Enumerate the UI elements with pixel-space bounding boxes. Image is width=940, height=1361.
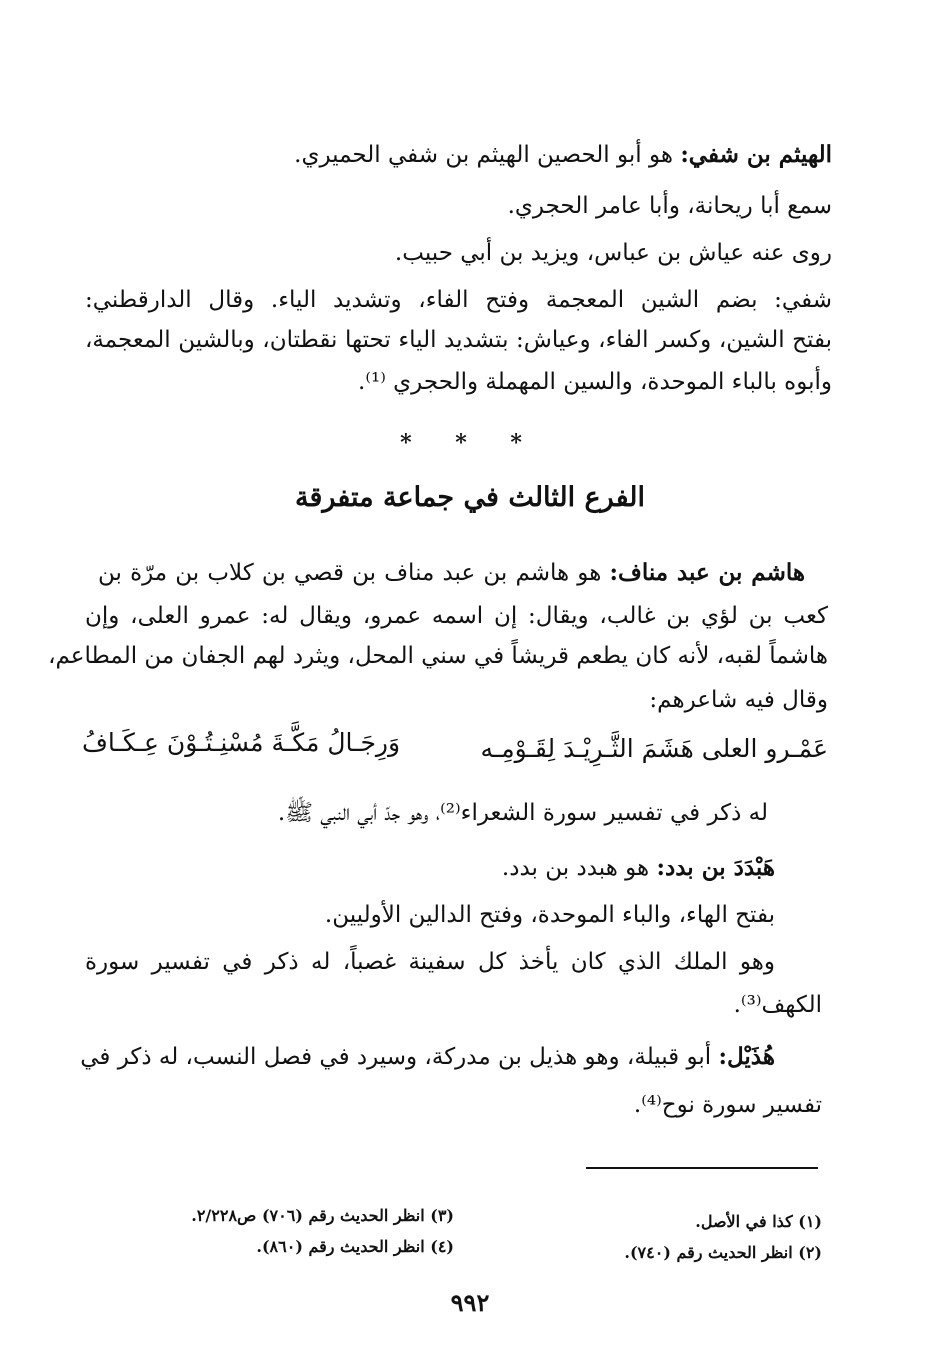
entry1-line5: بفتح الشين، وكسر الفاء، وعياش: بتشديد الياء تحتها نقطتان، وبالشين المعجمة،	[85, 327, 832, 353]
footnote-divider	[586, 1167, 818, 1169]
footnote-3: (٣) انظر الحديث رقم (٧٠٦) ص٢/٢٢٨.	[191, 1206, 454, 1225]
entry2-line3: هاشماً لقبه، لأنه كان يطعم قريشاً في سني المحل، ويثرد لهم الجفان من المطاعم،	[48, 643, 828, 669]
entry2-line1	[98, 553, 805, 593]
page-number: ٩٩٢	[450, 1288, 490, 1317]
entry1-lead: الهيثم بن شفي:	[680, 141, 832, 168]
entry3-line1	[502, 848, 775, 888]
section-heading: الفرع الثالث في جماعة متفرقة	[295, 482, 645, 513]
verse-first-hemistich: عَمْـرو العلى هَشَمَ الثَّـرِيْـدَ لِقَـوْمِـه	[480, 734, 828, 763]
entry1-line3: روى عنه عياش بن عباس، ويزيد بن أبي حبيب.	[394, 240, 832, 266]
separator-stars: * * *	[400, 430, 540, 456]
footnote-1: (١) كذا في الأصل.	[695, 1212, 822, 1231]
entry4-line1	[80, 1037, 775, 1077]
entry3-line3: وهو الملك الذي كان يأخذ كل سفينة غصباً، له ذكر في تفسير سورة	[85, 949, 775, 975]
entry2-line5: له ذكر في تفسير سورة الشعراء⁽²⁾، وهو جدّ أبي النبي ﷺ.	[277, 800, 768, 826]
entry3-line4: الكهف⁽³⁾.	[733, 992, 822, 1018]
entry4-line1-text: أبو قبيلة، وهو هذيل بن مدركة، وسيرد في فصل النسب، له ذكر في	[80, 1044, 719, 1070]
entry1-line6: وأبوه بالباء الموحدة، والسين المهملة والحجري ⁽¹⁾.	[358, 369, 832, 395]
entry1-line1-text: هو أبو الحصين الهيثم بن شفي الحميري.	[294, 142, 681, 168]
footnote-2: (٢) انظر الحديث رقم (٧٤٠).	[624, 1243, 822, 1262]
verse-second-hemistich: وَرِجَـالُ مَكَّـةَ مُسْنِـتُـوْنَ عِـكَـافُ	[82, 728, 401, 757]
entry3-line1-text: هو هبدد بن بدد.	[501, 855, 657, 881]
entry4-line2: تفسير سورة نوح⁽⁴⁾.	[633, 1092, 822, 1118]
entry4-lead: هُذَيْل:	[718, 1043, 775, 1070]
entry2-line4: وقال فيه شاعرهم:	[649, 687, 828, 713]
entry2-lead: هاشم بن عبد مناف:	[609, 559, 805, 586]
entry3-line2: بفتح الهاء، والباء الموحدة، وفتح الدالين الأوليين.	[324, 902, 775, 928]
entry1-line1	[294, 135, 832, 175]
entry2-line2: كعب بن لؤي بن غالب، ويقال: إن اسمه عمرو، ويقال له: عمرو العلى، وإن	[85, 603, 828, 629]
entry3-lead: هَبْدَدَ بن بدد:	[656, 854, 775, 881]
entry1-line2: سمع أبا ريحانة، وأبا عامر الحجري.	[507, 193, 832, 219]
entry2-line1-text: هو هاشم بن عبد مناف بن قصي بن كلاب بن مرّة بن	[98, 560, 610, 586]
footnote-4: (٤) انظر الحديث رقم (٨٦٠).	[256, 1237, 454, 1256]
entry1-line4: شفي: بضم الشين المعجمة وفتح الفاء، وتشديد الياء. وقال الدارقطني:	[85, 287, 832, 313]
